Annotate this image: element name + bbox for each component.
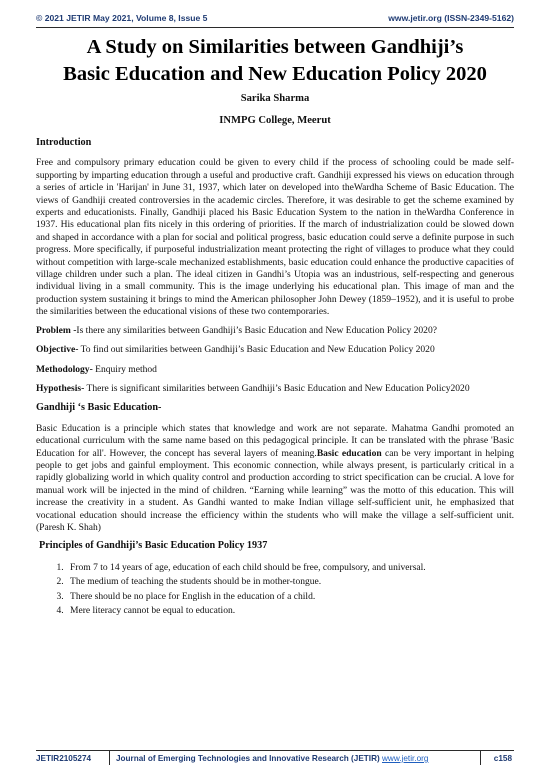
footer-rule [36,750,514,751]
author-name: Sarika Sharma [240,93,310,104]
principles-list [36,562,514,618]
methodology-statement [36,364,514,376]
introduction-heading: Introduction [36,137,92,148]
footer-divider [109,750,110,765]
basic-education-paragraph [36,423,514,535]
problem-statement [36,325,514,337]
principles-heading: Principles of Gandhiji’s Basic Education Policy 1937 [39,540,268,552]
basic-text-b: can be very important in helping people to get jobs and gainful employment. This economic connection, while always present, is particularly critical in a rapidly globalizing world in which quality control and production according to strict specification can be crucial. A love for manual work will be injected in the mind of children. “Earning while learning” was the motto of this education. This will increase the creativity in a student. As Gandhi wanted to make Indian village self-sufficient unit, he emphasized that vocational education should increase the efficiency within the students who will make the village a self-sufficient unit. (Paresh K. Shah) [36,447,514,533]
principle-item: 3. There should be no place for English in the education of a child. [66,591,514,603]
objective-statement [36,344,514,356]
principle-item: 1. From 7 to 14 years of age, education of each child should be free, compulsory, and universal. [66,562,514,574]
hypothesis-text: There is significant similarities between Gandhiji’s Basic Education and New Education Policy2020 [84,382,470,394]
hypothesis-label: Hypothesis- [36,382,85,394]
problem-label: Problem - [36,324,77,336]
header-left: © 2021 JETIR May 2021, Volume 8, Issue 5 [36,13,208,23]
basic-education-heading: Gandhiji ‘s Basic Education- [36,402,162,414]
hypothesis-statement [36,383,514,395]
objective-label: Objective- [36,344,79,356]
title-line-2: Basic Education and New Education Policy 2020 [63,63,487,85]
basic-text-bold: Basic education [316,447,382,459]
author-affiliation: INMPG College, Meerut [219,115,331,126]
basic-text-a: Basic Education is a principle which states that knowledge and work are not separate. Mahatma Gandhi promoted an educational curriculum with the same name based on this pedagogical principle. It can be translated with the phrase 'Basic Education for all'. However, the concept has several layers of meaning. [36,422,514,459]
header-rule [36,27,514,28]
footer-page-number: c158 [493,754,512,763]
footer-journal [116,754,428,763]
problem-text: Is there any similarities between Gandhiji’s Basic Education and New Education Policy 2020? [76,324,437,336]
footer-journal-link[interactable]: www.jetir.org [382,754,429,763]
running-footer [36,754,514,768]
principle-item: 2. The medium of teaching the students should be in mother-tongue. [66,576,514,588]
paper-title [40,34,510,88]
methodology-text: Enquiry method [92,363,157,375]
objective-text: To find out similarities between Gandhiji’s Basic Education and New Education Policy 2020 [78,344,435,356]
footer-journal-name: Journal of Emerging Technologies and Innovative Research (JETIR) [116,754,382,763]
methodology-label: Methodology- [36,363,93,375]
header-right: www.jetir.org (ISSN-2349-5162) [388,13,514,23]
footer-paper-id: JETIR2105274 [36,754,92,763]
running-header [36,13,514,27]
introduction-paragraph: Free and compulsory primary education could be given to every child if the process of schooling could be made self-supporting by imparting education through a useful and productive craft. Gandhiji expressed his views on education through a series of article in 'Harijan' in June 31, 1937, which later on developed into theWardha Scheme of Basic Education. The views of Gandhiji created controversies in the academic circles. Therefore, it was desirable to get the scheme examined by experts and educationists. Finally, Gandhiji placed his Basic Education System to the nation in theWardha Conference in 1937. His educational plan fits nicely in this ordering of priorities. If the march of industrialization could be slowed down and shaped in accordance with a plan for social and political progress, basic education could serve a definite purpose in such progress. More specifically, if purposeful industrialization meant protecting the right of villages to produce what they could without competition with large-scale mechanized establishments, basic education could enhance the productive capacities of village children under such a plan. The ideal citizen in Gandhi’s Utopia was an industrious, self-respecting and generous individual living in a small community. This is the image underlying his educational plan. This image of man and the production system sustaining it brings to mind the American philosopher John Dewey (1859–1952), and it is useful to probe the similarities between the educational visions of these two contemporaries. [36,157,514,318]
principle-item: 4. Mere literacy cannot be equal to education. [66,605,514,617]
title-line-1: A Study on Similarities between Gandhiji’s [86,36,464,58]
paper-body [36,137,514,619]
